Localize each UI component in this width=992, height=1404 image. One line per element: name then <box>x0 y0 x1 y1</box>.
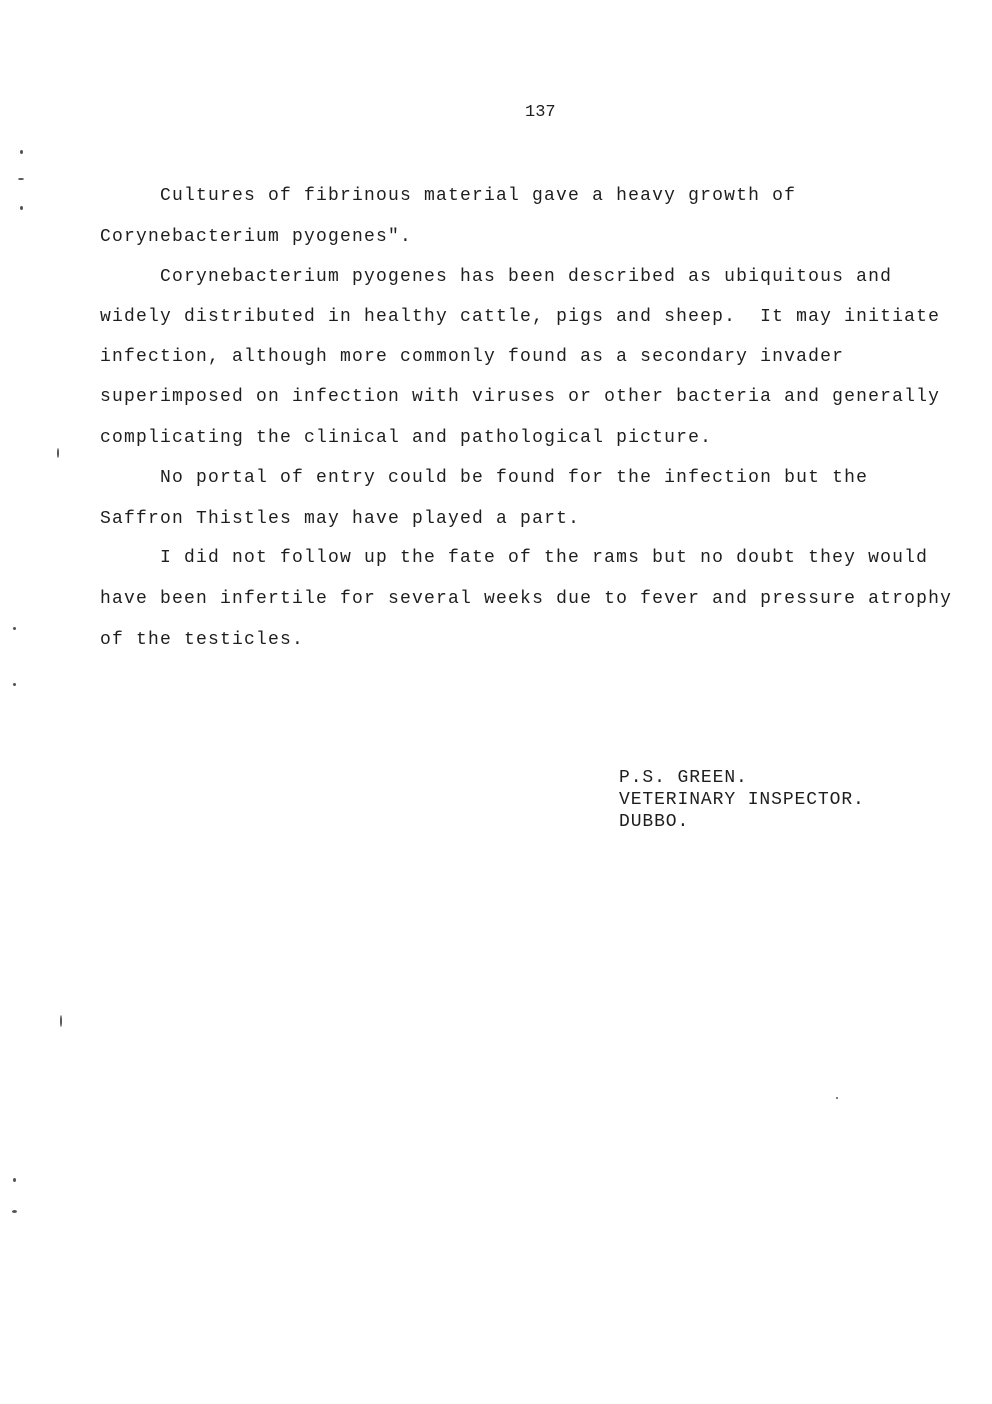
signature-name: P.S. GREEN. <box>619 768 748 788</box>
scan-speck <box>20 206 23 210</box>
scan-speck <box>12 1210 17 1213</box>
text-line: have been infertile for several weeks due to fever and pressure atrophy <box>100 589 953 609</box>
scan-speck <box>836 1097 838 1099</box>
scan-speck <box>57 448 59 458</box>
signature-title: VETERINARY INSPECTOR. <box>619 790 865 810</box>
text-line: Corynebacterium pyogenes". <box>100 227 413 247</box>
scan-speck <box>13 1178 16 1182</box>
text-line: infection, although more commonly found as a secondary invader <box>100 347 845 367</box>
text-line: Corynebacterium pyogenes has been described as ubiquitous and <box>160 267 893 287</box>
scan-speck <box>13 683 16 686</box>
scan-speck <box>60 1015 62 1027</box>
page-number: 137 <box>525 103 556 122</box>
scan-speck <box>20 150 23 154</box>
signature-location: DUBBO. <box>619 812 690 832</box>
scan-speck <box>18 178 24 180</box>
text-line: No portal of entry could be found for the infection but the <box>160 468 869 488</box>
scan-speck <box>13 627 16 630</box>
text-line: complicating the clinical and pathological picture. <box>100 428 713 448</box>
text-line: Cultures of fibrinous material gave a heavy growth of <box>160 186 797 206</box>
text-line: Saffron Thistles may have played a part. <box>100 509 581 529</box>
text-line: superimposed on infection with viruses or other bacteria and generally <box>100 387 941 407</box>
text-line: widely distributed in healthy cattle, pigs and sheep. It may initiate <box>100 307 941 327</box>
text-line: of the testicles. <box>100 630 305 650</box>
text-line: I did not follow up the fate of the rams but no doubt they would <box>160 548 929 568</box>
